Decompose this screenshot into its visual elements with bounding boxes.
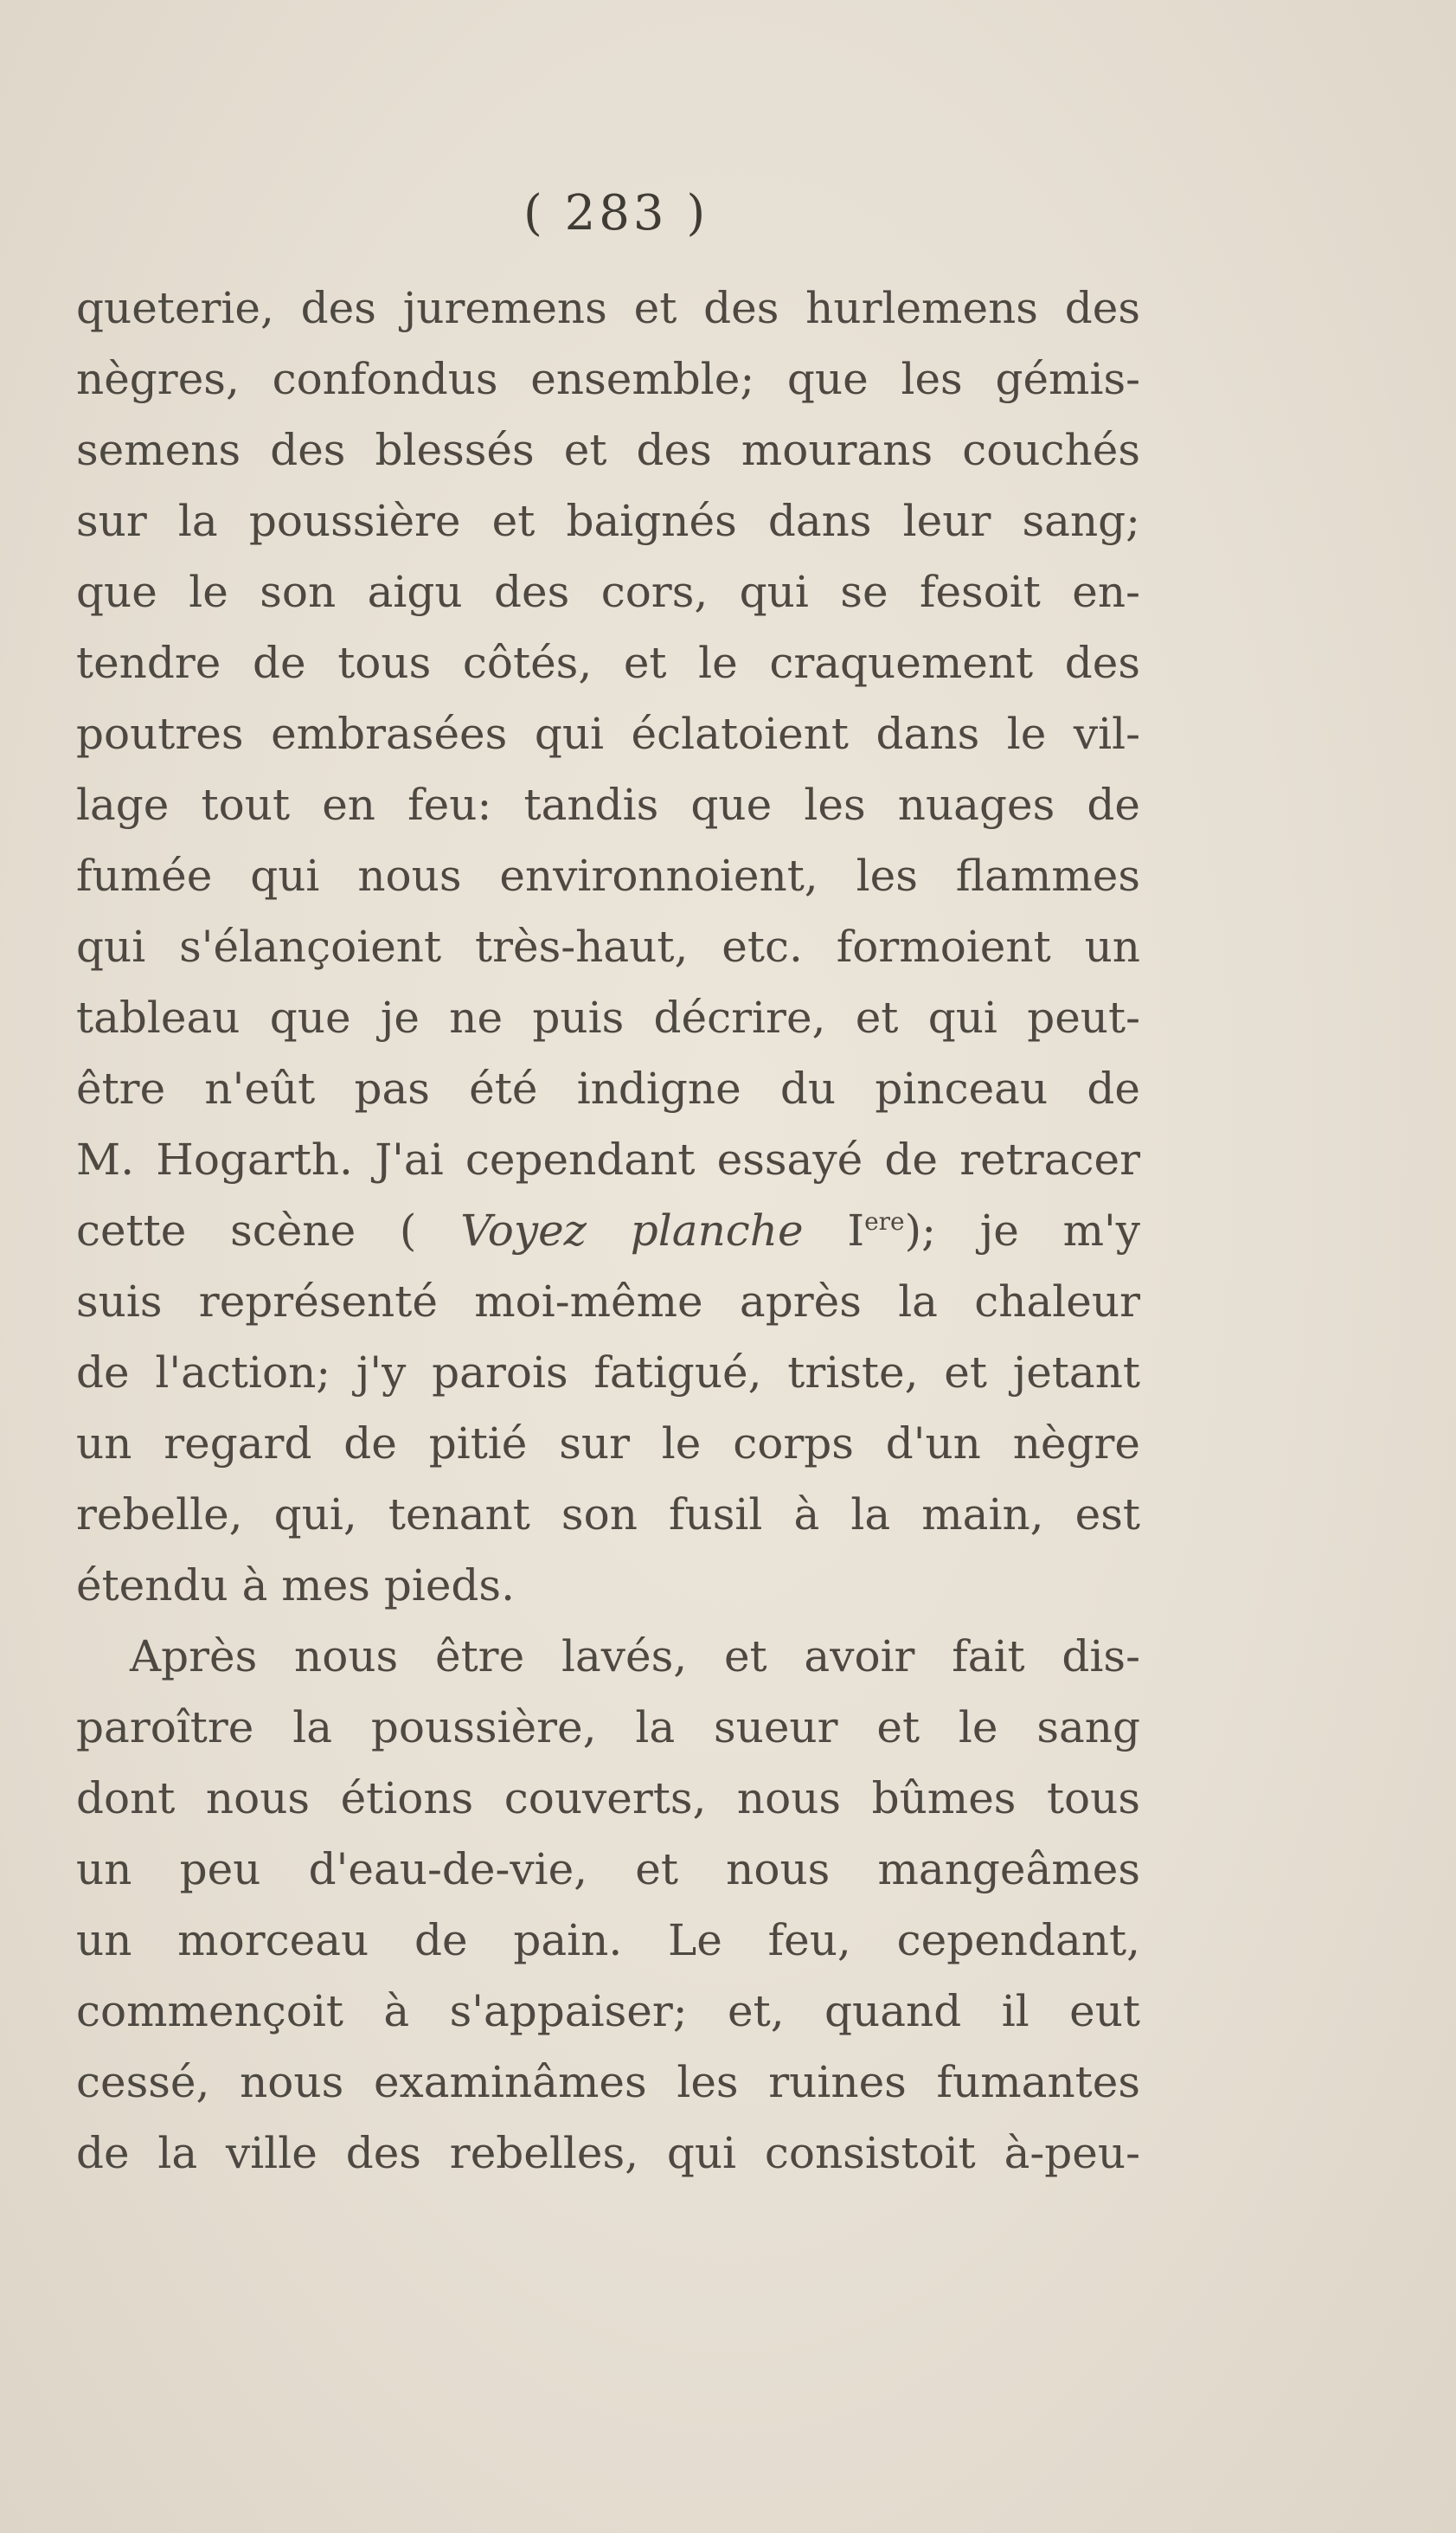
page-number: ( 283 ) — [523, 185, 709, 241]
text-line-27: de la ville des rebelles, qui consistoit à-peu- — [76, 2128, 1140, 2178]
text-line-18: rebelle, qui, tenant son fusil à la main, est — [76, 1489, 1140, 1540]
text-line-19: étendu à mes pieds. — [76, 1560, 515, 1610]
text-line-24: un morceau de pain. Le feu, cependant, — [76, 1915, 1140, 1965]
text-line-10: qui s'élançoient très-haut, etc. formoient un — [76, 922, 1140, 972]
italic-reference: Voyez planche — [460, 1205, 804, 1256]
text-line-25: commençoit à s'appaiser; et, quand il eut — [76, 1986, 1140, 2036]
text-line-23: un peu d'eau-de-vie, et nous mangeâmes — [76, 1844, 1140, 1894]
text-run: I — [803, 1205, 865, 1256]
text-line-14 — [76, 1195, 1140, 1266]
text-line-8: lage tout en feu: tandis que les nuages de — [76, 780, 1140, 830]
text-line-15: suis représenté moi-même après la chaleur — [76, 1276, 1140, 1327]
text-line-5: que le son aigu des cors, qui se fesoit en- — [76, 567, 1140, 617]
text-line-22: dont nous étions couverts, nous bûmes tous — [76, 1773, 1140, 1823]
text-line-12: être n'eût pas été indigne du pinceau de — [76, 1064, 1140, 1114]
text-line-21: paroître la poussière, la sueur et le sang — [76, 1702, 1140, 1752]
text-line-1: queterie, des juremens et des hurlemens des — [76, 283, 1140, 333]
text-run: ); je m'y — [904, 1205, 1140, 1256]
text-line-2: nègres, confondus ensemble; que les gémis- — [76, 354, 1140, 404]
text-line-16: de l'action; j'y parois fatigué, triste, et jetant — [76, 1347, 1140, 1398]
text-line-20: Après nous être lavés, et avoir fait dis- — [130, 1631, 1140, 1681]
text-line-13: M. Hogarth. J'ai cependant essayé de retracer — [76, 1135, 1140, 1185]
text-line-17: un regard de pitié sur le corps d'un nègre — [76, 1418, 1140, 1469]
text-line-4: sur la poussière et baignés dans leur sang; — [76, 496, 1140, 546]
text-line-7: poutres embrasées qui éclatoient dans le vil- — [76, 709, 1140, 759]
superscript: ere — [864, 1207, 905, 1236]
text-line-26: cessé, nous examinâmes les ruines fumantes — [76, 2057, 1140, 2107]
text-line-3: semens des blessés et des mourans couchés — [76, 425, 1140, 475]
text-line-6: tendre de tous côtés, et le craquement des — [76, 638, 1140, 688]
text-line-11: tableau que je ne puis décrire, et qui peut- — [76, 993, 1140, 1043]
text-run: cette scène ( — [76, 1205, 461, 1256]
text-line-9: fumée qui nous environnoient, les flammes — [76, 851, 1140, 901]
